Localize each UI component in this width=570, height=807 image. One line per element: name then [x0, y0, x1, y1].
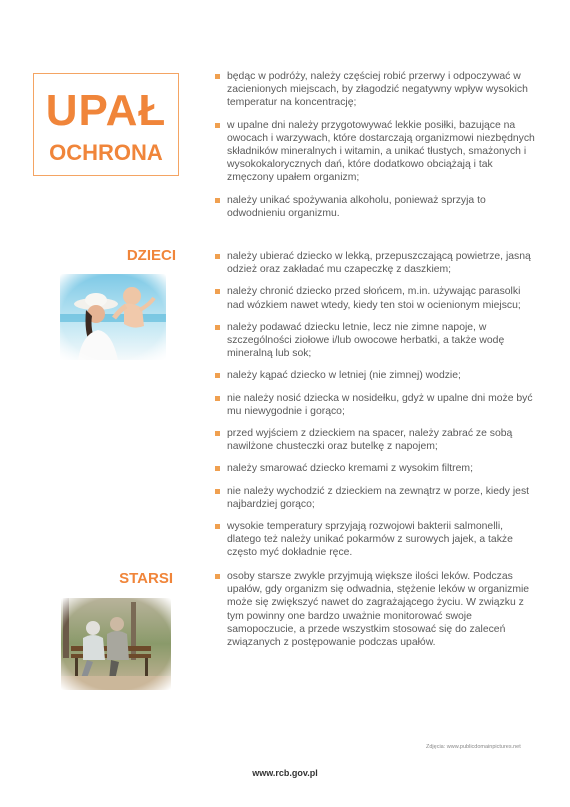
title-upal: UPAŁ — [45, 86, 167, 135]
photo-mother-child — [60, 274, 166, 360]
list-item: należy ubierać dziecko w lekką, przepuszczającą powietrze, jasną odzież oraz zakładać mu czapeczkę z daszkiem; — [215, 250, 535, 276]
list-item: należy chronić dziecko przed słońcem, m.in. używając parasolki nad wózkiem nawet wtedy, kiedy ten stoi w ocienionym miejscu; — [215, 285, 535, 311]
list-item: należy unikać spożywania alkoholu, ponieważ sprzyja to odwodnieniu organizmu. — [215, 194, 535, 220]
section-heading-seniors: STARSI — [119, 570, 173, 587]
footer-url: www.rcb.gov.pl — [252, 768, 318, 778]
list-item: przed wyjściem z dzieckiem na spacer, należy zabrać ze sobą nawilżone chusteczki oraz butelkę z napojem; — [215, 427, 535, 453]
title-box — [33, 73, 179, 176]
general-list — [215, 70, 535, 229]
title-ochrona: OCHRONA — [49, 140, 163, 165]
list-item: należy podawać dziecku letnie, lecz nie zimne napoje, w szczególności ziołowe i/lub owocowe herbatki, a także wodę mineralną lub sok; — [215, 321, 535, 361]
list-item: należy smarować dziecko kremami z wysokim filtrem; — [215, 462, 535, 475]
seniors-list — [215, 570, 535, 658]
photo-elderly-couple — [61, 598, 171, 690]
list-item: wysokie temperatury sprzyjają rozwojowi bakterii salmonelli, dlatego też należy unikać pokarmów z surowych jajek, a także często myć dokładnie ręce. — [215, 520, 535, 560]
list-item: nie należy nosić dziecka w nosidełku, gdyż w upalne dni może być mu niewygodnie i gorąco; — [215, 392, 535, 418]
list-item: należy kąpać dziecko w letniej (nie zimnej) wodzie; — [215, 369, 535, 382]
photo-credit: Zdjęcia: www.publicdomainpictures.net — [426, 744, 521, 750]
list-item: będąc w podróży, należy częściej robić przerwy i odpoczywać w zacienionych miejscach, by złagodzić negatywny wpływ wysokich temperatur na koncentrację; — [215, 70, 535, 110]
list-item: w upalne dni należy przygotowywać lekkie posiłki, bazujące na owocach i warzywach, które dostarczają organizmowi niezbędnych składników mineralnych i witamin, a unikać tłustych, smażonych i wysokokalorycznych dań, które dodatkowo obciążają i tak zmęczony upałem organizm; — [215, 119, 535, 185]
children-list — [215, 250, 535, 569]
list-item: nie należy wychodzić z dzieckiem na zewnątrz w porze, kiedy jest najbardziej gorąco; — [215, 485, 535, 511]
section-heading-children: DZIECI — [126, 247, 176, 264]
list-item: osoby starsze zwykle przyjmują większe ilości leków. Podczas upałów, gdy organizm się odwadnia, stężenie leków w organizmie może się zwiększyć nawet do zagrażającego życiu. W związku z tym powinny one bardzo uważnie monitorować swoje samopoczucie, a przede wszystkim stosować się do zaleceń związanych z postępowanie podczas upałów. — [215, 570, 535, 649]
